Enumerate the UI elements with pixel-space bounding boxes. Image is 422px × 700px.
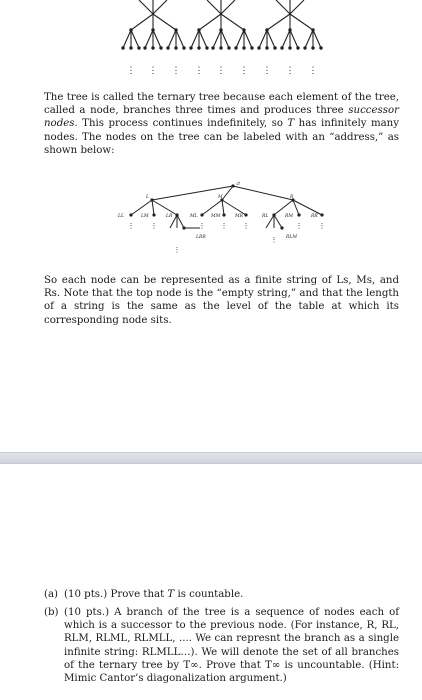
ellipsis-ll: ⋮	[127, 222, 135, 230]
top-tree-ellipsis: ⋮	[171, 66, 181, 76]
address-tree-diagram	[0, 178, 422, 260]
top-tree-ellipsis: ⋮	[148, 66, 158, 76]
node-label-rm: RM	[285, 214, 293, 219]
node-label-lr: LR	[166, 214, 173, 219]
intro-paragraph: The tree is called the ternary tree because each element of the tree, called a node, branches three times and produces three successor nodes. This process continues indefinitely, so T has infinitely many nodes. The nodes on the tree can be labeled with an “address,” as shown below:	[44, 92, 399, 156]
ellipsis-lrr-branch: ⋮	[173, 246, 181, 254]
top-tree-ellipsis: ⋮	[126, 66, 136, 76]
node-label-rlm: RLM	[286, 235, 297, 240]
top-tree-ellipsis: ⋮	[239, 66, 249, 76]
node-label-mm: MM	[211, 214, 221, 219]
node-label-r: R	[290, 195, 294, 200]
node-label-root: ∅	[236, 182, 240, 187]
ellipsis-mm: ⋮	[220, 222, 228, 230]
question-a: (a) (10 pts.) Prove that T is countable.	[44, 589, 244, 600]
question-b-label: (b)	[44, 607, 59, 618]
node-label-lrr: LRR	[196, 235, 206, 240]
top-tree-ellipsis: ⋮	[308, 66, 318, 76]
node-label-mr: MR	[235, 214, 243, 219]
ellipsis-rm: ⋮	[295, 222, 303, 230]
question-a-label: (a)	[44, 589, 59, 600]
ellipsis-ml: ⋮	[198, 222, 206, 230]
node-label-rr: RR	[311, 214, 318, 219]
tree-figure-top	[0, 0, 422, 82]
ellipsis-lm: ⋮	[150, 222, 158, 230]
node-label-l: L	[146, 195, 149, 200]
node-label-lm: LM	[141, 214, 149, 219]
node-label-m: M	[218, 195, 223, 200]
node-label-ml: ML	[190, 214, 198, 219]
ellipsis-mr: ⋮	[242, 222, 250, 230]
top-tree-ellipsis: ⋮	[194, 66, 204, 76]
node-label-rl: RL	[262, 214, 269, 219]
top-tree-ellipsis: ⋮	[285, 66, 295, 76]
page-divider	[0, 452, 422, 464]
ellipsis-rl-branch: ⋮	[270, 236, 278, 244]
question-b: (b) (10 pts.) A branch of the tree is a sequence of nodes each of which is a successor to the previous node. (For instance, R, RL, RLM, RLML, RLMLL, .... We can represnt the branch as a single infinite string: RLMLL…). We will denote the set of all branches of the ternary tree by T∞. Prove that T∞ is uncountable. (Hint: Mimic Cantor’s diagonalization argument.)	[44, 607, 399, 685]
top-tree-ellipsis: ⋮	[216, 66, 226, 76]
ellipsis-rr: ⋮	[318, 222, 326, 230]
address-paragraph: So each node can be represented as a finite string of Ls, Ms, and Rs. Note that the top node is the “empty string,” and that the length of a string is the same as the level of the table at which its corresponding node sits.	[44, 275, 399, 326]
node-label-ll: LL	[118, 214, 124, 219]
top-tree-ellipsis: ⋮	[262, 66, 272, 76]
